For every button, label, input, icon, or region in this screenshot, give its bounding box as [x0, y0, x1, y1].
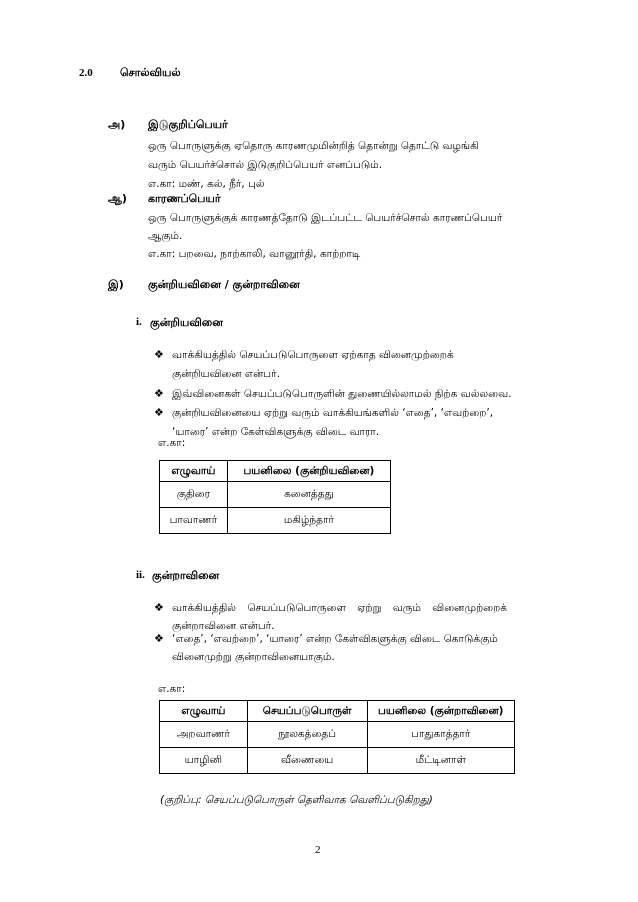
subsection-i-title: குன்றியவினை / குன்றாவினை [148, 278, 300, 291]
part1-bullet-3: குன்றியவினையை ஏற்று வரும் வாக்கியங்களில் ‘எதை’, ‘எவற்றை’, [172, 407, 494, 419]
part2-bullet-1: வாக்கியத்தில் செயப்படுபொருளை ஏற்று வரும் வினைமுற்றைக் [172, 602, 507, 614]
table-cell: மகிழ்ந்தார் [227, 508, 390, 534]
table-header-cell: எழுவாய் [160, 701, 248, 722]
table-header-cell: எழுவாய் [160, 461, 228, 482]
part2-example-label: எ.கா: [158, 683, 186, 695]
subsection-aa-example: எ.கா: பறவை, நாற்காலி, வானூர்தி, காற்றாடி [148, 248, 361, 260]
subsection-a-marker: அ) [108, 118, 126, 131]
part2-marker: ii. [136, 569, 145, 581]
subsection-aa-marker: ஆ) [108, 192, 127, 205]
part1-example-label: எ.கா: [158, 437, 186, 449]
table-header-cell: செயப்படுபொருள் [247, 701, 367, 722]
part2-note: (குறிப்பு: செயப்படுபொருள் தெளிவாக வெளிப்படுகிறது) [160, 794, 433, 806]
subsection-i-marker: இ) [108, 278, 124, 291]
subsection-aa-line1: ஒரு பொருளுக்குக் காரணத்தோடு இடப்பட்ட பெயர்ச்சொல் காரணப்பெயர் [148, 212, 503, 224]
part2-bullet-2-cont: வினைமுற்று குன்றாவினையாகும். [172, 651, 335, 663]
part2-bullet-1-cont: குன்றாவினை என்பர். [172, 620, 275, 632]
table-cell: அறவாணர் [160, 722, 248, 748]
subsection-a-line2: வரும் பெயர்ச்சொல் இடுகுறிப்பெயர் எனப்படும். [148, 159, 383, 171]
table-cell: மீட்டினாள் [367, 748, 514, 774]
bullet-icon: ❖ [154, 348, 164, 361]
table-row [160, 508, 391, 534]
table-cell: குதிரை [160, 482, 228, 508]
part1-marker: i. [136, 316, 142, 328]
table-row [160, 722, 515, 748]
table-row [160, 482, 391, 508]
table-cell: பாதுகாத்தார் [367, 722, 514, 748]
table-header-row [160, 701, 515, 722]
section-number: 2.0 [79, 67, 93, 79]
table-cell: யாழினி [160, 748, 248, 774]
part2-table [159, 700, 515, 774]
subsection-aa-title: காரணப்பெயர் [148, 192, 221, 205]
table-row [160, 748, 515, 774]
table-cell: வீணையை [247, 748, 367, 774]
bullet-icon: ❖ [154, 632, 164, 645]
part1-bullet-1-cont: குன்றியவினை என்பர். [172, 368, 280, 380]
page-number: 2 [315, 844, 321, 856]
table-header-cell: பயனிலை (குன்றாவினை) [367, 701, 514, 722]
bullet-icon: ❖ [154, 406, 164, 419]
table-header-row [160, 461, 391, 482]
part1-bullet-3-cont: ‘யாரை’ என்ற கேள்விகளுக்கு விடை வாரா. [172, 426, 380, 438]
subsection-a-line1: ஒரு பொருளுக்கு ஏதொரு காரணமுமின்றித் தொன்று தொட்டு வழங்கி [148, 140, 479, 152]
table-cell: நூலகத்தைப் [247, 722, 367, 748]
bullet-icon: ❖ [154, 601, 164, 614]
bullet-icon: ❖ [154, 387, 164, 400]
section-title: சொல்வியல் [120, 66, 181, 79]
table-cell: பாவாணர் [160, 508, 228, 534]
subsection-aa-line2: ஆகும். [148, 230, 183, 242]
part1-bullet-2: இவ்வினைகள் செயப்படுபொருளின் துணையில்லாமல் நிற்க வல்லவை. [172, 388, 512, 400]
table-header-cell: பயனிலை (குன்றியவினை) [227, 461, 390, 482]
table-cell: கனைத்தது [227, 482, 390, 508]
part2-bullet-2: ‘எதை’, ‘எவற்றை’, ‘யாரை’ என்ற கேள்விகளுக்கு விடை கொடுக்கும் [172, 633, 498, 645]
part1-table [159, 460, 391, 534]
subsection-a-example: எ.கா: மண், கல், நீர், புல் [148, 178, 265, 190]
part1-bullet-1: வாக்கியத்தில் செயப்படுபொருளை ஏற்காத வினைமுற்றைக் [172, 349, 454, 361]
part1-title: குன்றியவினை [150, 316, 223, 329]
subsection-a-title: இடுகுறிப்பெயர் [148, 118, 228, 131]
part2-title: குன்றாவினை [152, 569, 220, 582]
